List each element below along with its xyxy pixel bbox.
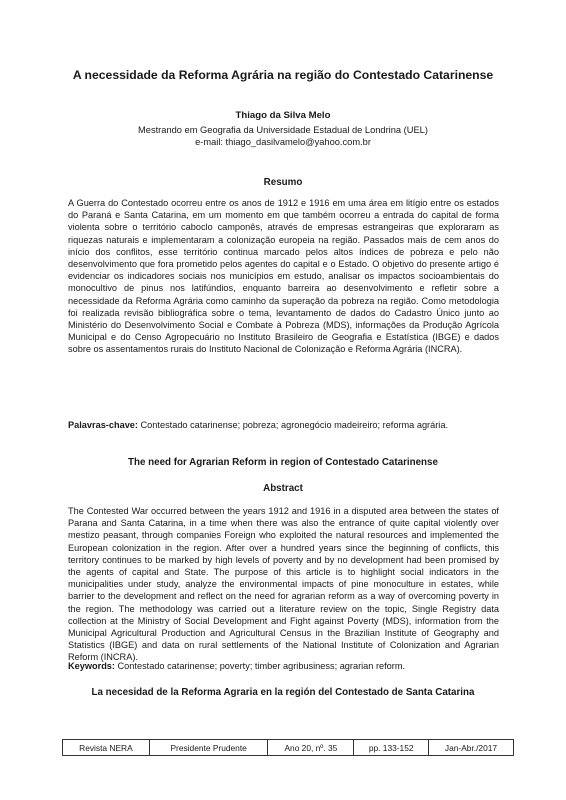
- title-english: The need for Agrarian Reform in region of Contestado Catarinense: [128, 457, 438, 468]
- author-affiliation-block: [40, 124, 526, 148]
- footer-journal: Revista NERA: [63, 740, 150, 756]
- resumo-keywords: [68, 419, 499, 431]
- footer-row: [63, 740, 514, 756]
- abstract-keywords-label: Keywords:: [68, 661, 115, 671]
- author-affiliation: Mestrando em Geografia da Universidade Estadual de Londrina (UEL): [138, 125, 428, 135]
- footer-pages: pp. 133-152: [354, 740, 429, 756]
- abstract-keywords-value: Contestado catarinense; poverty; timber agribusiness; agrarian reform.: [117, 661, 406, 671]
- footer-date: Jan-Abr./2017: [429, 740, 514, 756]
- resumo-keywords-value: Contestado catarinense; pobreza; agronegócio madeireiro; reforma agrária.: [140, 420, 448, 430]
- abstract-heading: Abstract: [263, 483, 303, 494]
- title-portuguese: A necessidade da Reforma Agrária na região do Contestado Catarinense: [72, 68, 494, 82]
- footer-city: Presidente Prudente: [149, 740, 268, 756]
- resumo-keywords-label: Palavras-chave:: [68, 420, 138, 430]
- footer-volume: Ano 20, nº. 35: [268, 740, 354, 756]
- resumo-text: A Guerra do Contestado ocorreu entre os anos de 1912 e 1916 em uma área em litígio entre os estados do Paraná e Santa Catarina, em um momento em que também ocorreu a entrada do capital de forma violenta sobre o território caboclo camponês, através de empresas estrangeiras que exploraram as riquezas naturais e implementaram a colonização europeia na região. Passados mais de cem anos do início dos conflitos, esse território continua marcado pelos altos índices de pobreza e pelo não desenvolvimento que fora prometido pelos agentes do capital e o Estado. O objetivo do presente artigo é evidenciar os indicadores sociais nos municípios em estudo, analisar os impactos socioambientais do monocultivo de pinus nos latifúndios, enquanto barreira ao desenvolvimento e refletir sobre a necessidade da Reforma Agrária como caminho da superação da pobreza na região. Como metodologia foi realizada revisão bibliográfica sobre o tema, levantamento de dados do Cadastro Único junto ao Ministério do Desenvolvimento Social e Combate à Pobreza (MDS), informações da Produção Agrícola Municipal e do Censo Agropecuário no Instituto Brasileiro de Geografia e Estatística (IBGE) e dados sobre os assentamentos rurais do Instituto Nacional de Colonização e Reforma Agrária (INCRA).: [68, 198, 499, 355]
- abstract-text: The Contested War occurred between the years 1912 and 1916 in a disputed area between the states of Parana and Santa Catarina, in a time when there was also the entrance of quite capital violently over mestizo peasant, through companies Foreign who exploited the natural resources and implemented the European colonization in the region. After over a hundred years since the beginning of conflicts, this territory continues to be marked by high levels of poverty and by no development had been promised by the agents of capital and State. The purpose of this article is to highlight social indicators in the municipalities under study, analyze the environmental impacts of pine monoculture in estates, while barrier to the development and reflect on the need for agrarian reform as a way of overcoming poverty in the region. The methodology was carried out a literature review on the topic, Single Registry data collection at the Ministry of Social Development and Fight against Poverty (MDS), information from the Municipal Agricultural Production and Agricultural Census in the Brazilian Institute of Geography and Statistics (IBGE) and data on rural settlements of the National Institute of Colonization and Agrarian Reform (INCRA).: [68, 506, 499, 663]
- author-name: Thiago da Silva Melo: [235, 110, 331, 121]
- resumo-heading: Resumo: [263, 177, 303, 188]
- author-email: e-mail: thiago_dasilvamelo@yahoo.com.br: [195, 137, 371, 147]
- footer-citation-table: [62, 739, 514, 756]
- title-spanish: La necesidad de la Reforma Agraria en la región del Contestado de Santa Catarina: [91, 687, 475, 698]
- abstract-keywords: [68, 660, 499, 672]
